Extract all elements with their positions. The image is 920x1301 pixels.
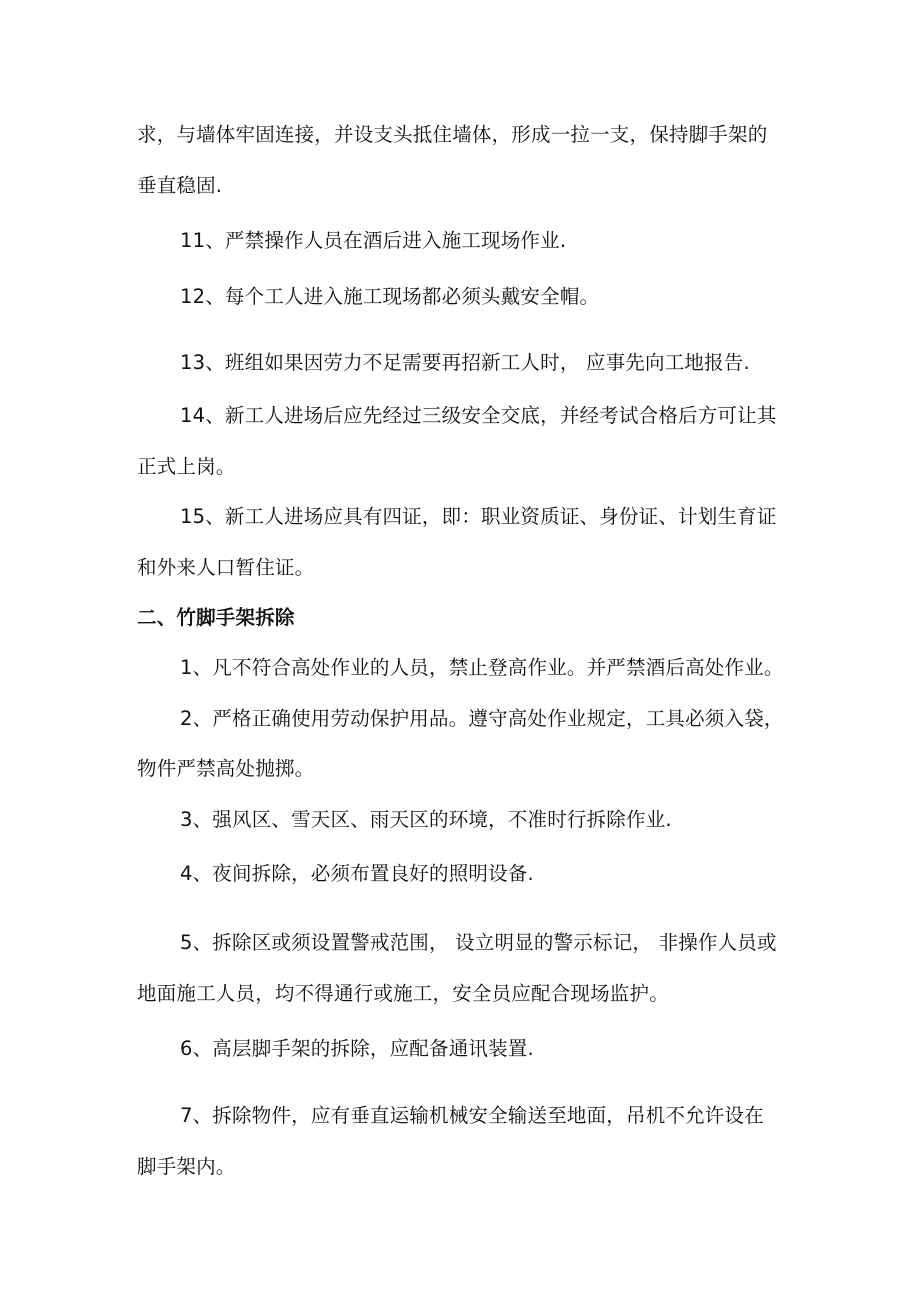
item-14-line-1: 14、新工人进场后应先经过三级安全交底，并经考试合格后方可让其	[180, 404, 777, 427]
item-15-line-1: 15、新工人进场应具有四证，即：职业资质证、身份证、计划生育证	[180, 505, 777, 528]
item-7-line-2: 脚手架内。	[137, 1155, 236, 1178]
item-5-line-1: 5、拆除区或须设置警戒范围， 设立明显的警示标记， 非操作人员或	[180, 931, 777, 954]
item-15-line-2: 和外来人口暂住证。	[137, 556, 315, 579]
item-13: 13、班组如果因劳力不足需要再招新工人时， 应事先向工地报告.	[180, 351, 750, 374]
paragraph-10-line-1: 求，与墙体牢固连接，并设支头抵住墙体，形成一拉一支，保持脚手架的	[137, 123, 768, 146]
item-4: 4、夜间拆除，必须布置良好的照明设备.	[180, 862, 534, 885]
paragraph-10-line-2: 垂直稳固.	[137, 174, 223, 197]
item-2-line-1: 2、严格正确使用劳动保护用品。遵守高处作业规定，工具必须入袋，	[180, 707, 784, 730]
item-6: 6、高层脚手架的拆除，应配备通讯装置.	[180, 1037, 534, 1060]
item-14-line-2: 正式上岗。	[137, 455, 236, 478]
item-11: 11、严禁操作人员在酒后进入施工现场作业.	[180, 229, 567, 252]
item-7-line-1: 7、拆除物件，应有垂直运输机械安全输送至地面，吊机不允许设在	[180, 1104, 764, 1127]
item-12: 12、每个工人进入施工现场都必须头戴安全帽。	[180, 285, 600, 308]
item-5-line-2: 地面施工人员，均不得通行或施工，安全员应配合现场监护。	[137, 982, 669, 1005]
item-2-line-2: 物件严禁高处抛掷。	[137, 757, 315, 780]
item-3: 3、强风区、雪天区、雨天区的环境，不准时行拆除作业.	[180, 808, 672, 831]
section-heading: 二、竹脚手架拆除	[137, 606, 295, 629]
item-1: 1、凡不符合高处作业的人员，禁止登高作业。并严禁酒后高处作业。	[180, 656, 784, 679]
